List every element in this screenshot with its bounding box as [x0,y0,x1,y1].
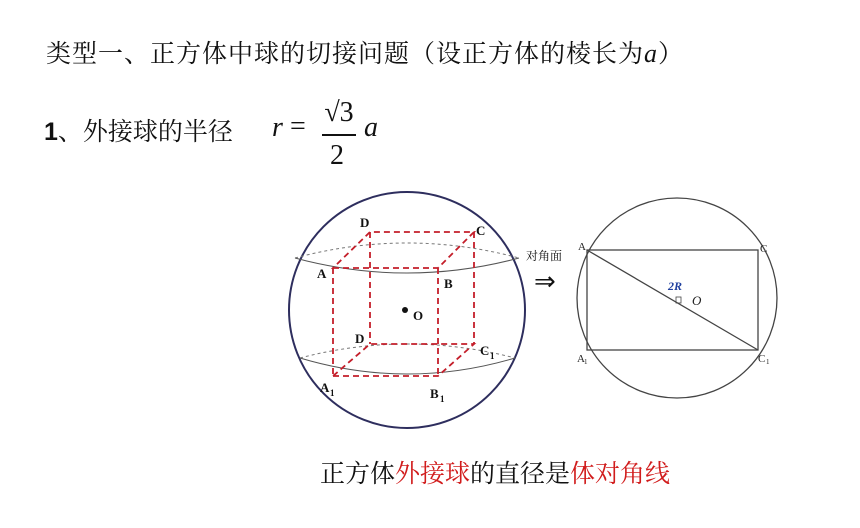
section-text: 、外接球的半径 [57,117,233,146]
arrow-symbol: ⇒ [534,267,556,297]
formula-a: a [364,112,378,143]
cross-section [577,198,777,398]
section-label-C: C [760,243,768,255]
diagonal-plane-arrow [526,248,562,297]
label-C1: C [480,343,490,358]
caption-part3: 的直径是 [470,459,571,488]
caption-part2: 外接球 [395,459,471,488]
formula-numerator: √3 [324,97,354,128]
formula-equals: = [290,111,306,142]
label-D: D [360,215,370,230]
cube-top-face [333,232,474,268]
section-label-A1: A [577,353,585,365]
caption [320,454,670,490]
top-ellipse-front [295,258,519,273]
center-point [402,307,408,313]
section-label-C1-sub: 1 [766,358,770,366]
label-2R: 2R [668,279,683,293]
formula-r: r [272,112,283,143]
label-B: B [444,276,453,291]
caption-part1: 正方体 [320,459,396,488]
section-label-C1: C [758,353,766,365]
section-label-O: O [692,293,702,308]
label-O: O [413,308,424,323]
label-A: A [317,266,327,281]
label-C: C [476,223,486,238]
section-label-A1-sub: 1 [584,358,588,366]
sphere-with-cube [289,192,525,428]
section-circle [577,198,777,398]
section-diagonal [587,250,758,350]
label-A1-sub: 1 [330,388,335,398]
label-B1: B [430,386,439,401]
section-label-A: A [578,241,586,253]
top-ellipse-back [295,243,519,258]
arrow-label: 对角面 [526,249,563,263]
label-D1: D [355,331,365,346]
title-variable: a [644,39,659,68]
label-B1-sub: 1 [440,394,445,404]
section-number: 1 [44,118,58,146]
title-close: ） [658,39,685,68]
inscribed-cube [333,232,474,376]
caption-part4: 体对角线 [570,459,671,488]
title-text: 类型一、正方体中球的切接问题（设正方体的棱长为 [46,39,645,68]
formula-denominator: 2 [330,140,344,171]
label-C1-sub: 1 [490,351,495,361]
label-A1: A [320,380,330,395]
